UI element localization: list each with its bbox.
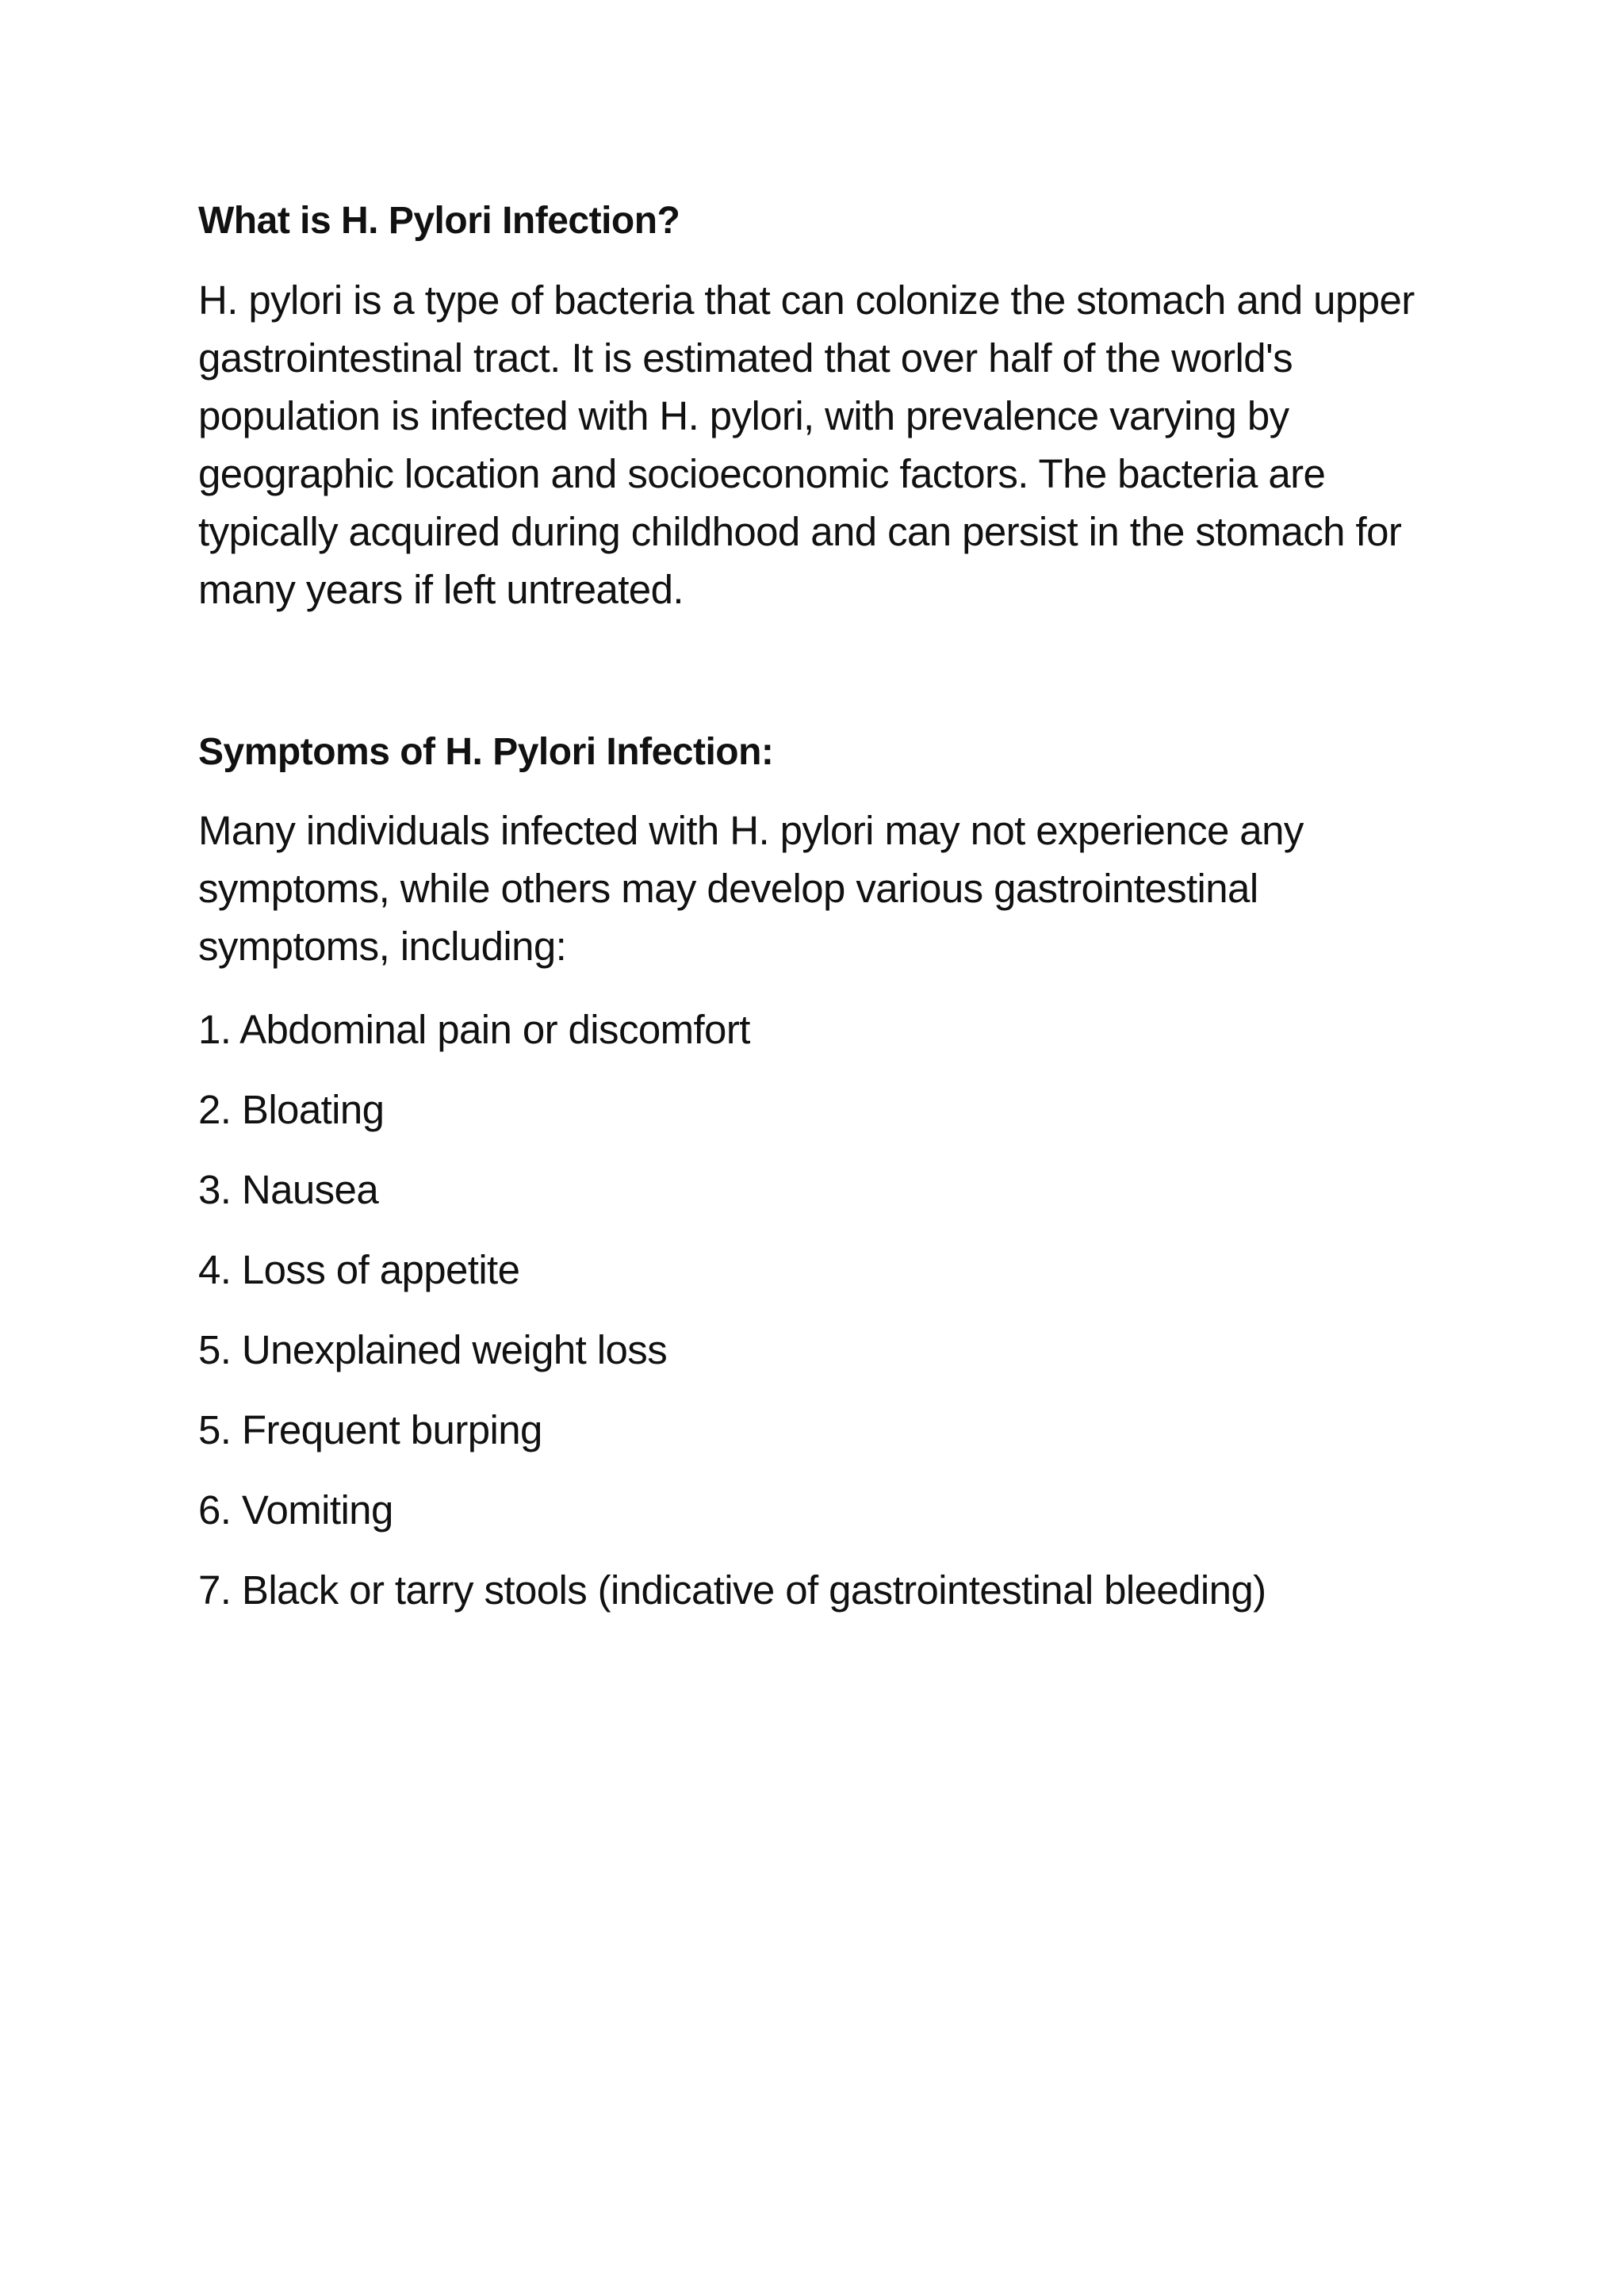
list-item: 5. Frequent burping bbox=[198, 1407, 542, 1453]
section-paragraph-symptoms-intro: Many individuals infected with H. pylori may not experience any symptoms, while others may develop various gastrointestinal symptoms, including: bbox=[198, 808, 1304, 970]
list-item: 6. Vomiting bbox=[198, 1487, 393, 1533]
list-item: 1. Abdominal pain or discomfort bbox=[198, 1007, 750, 1053]
list-item: 4. Loss of appetite bbox=[198, 1247, 520, 1293]
list-item: 5. Unexplained weight loss bbox=[198, 1327, 668, 1373]
section-paragraph-what-is: H. pylori is a type of bacteria that can colonize the stomach and upper gastrointestinal tract. It is estimated that over half of the world's population is infected with H. pylori, with prevalence varying by geographic location and socioeconomic factors. The bacteria are typically acquired during childhood and can persist in the stomach for many years if left untreated. bbox=[198, 277, 1415, 612]
symptoms-list bbox=[198, 1001, 1435, 1619]
section-heading-symptoms: Symptoms of H. Pylori Infection: bbox=[198, 730, 774, 773]
list-item: 2. Bloating bbox=[198, 1087, 385, 1133]
document-page bbox=[198, 198, 1435, 1641]
section-what-is bbox=[198, 198, 1435, 618]
list-item: 7. Black or tarry stools (indicative of gastrointestinal bleeding) bbox=[198, 1567, 1266, 1613]
section-heading-what-is: What is H. Pylori Infection? bbox=[198, 200, 680, 242]
section-symptoms bbox=[198, 729, 1435, 1620]
list-item: 3. Nausea bbox=[198, 1167, 379, 1213]
